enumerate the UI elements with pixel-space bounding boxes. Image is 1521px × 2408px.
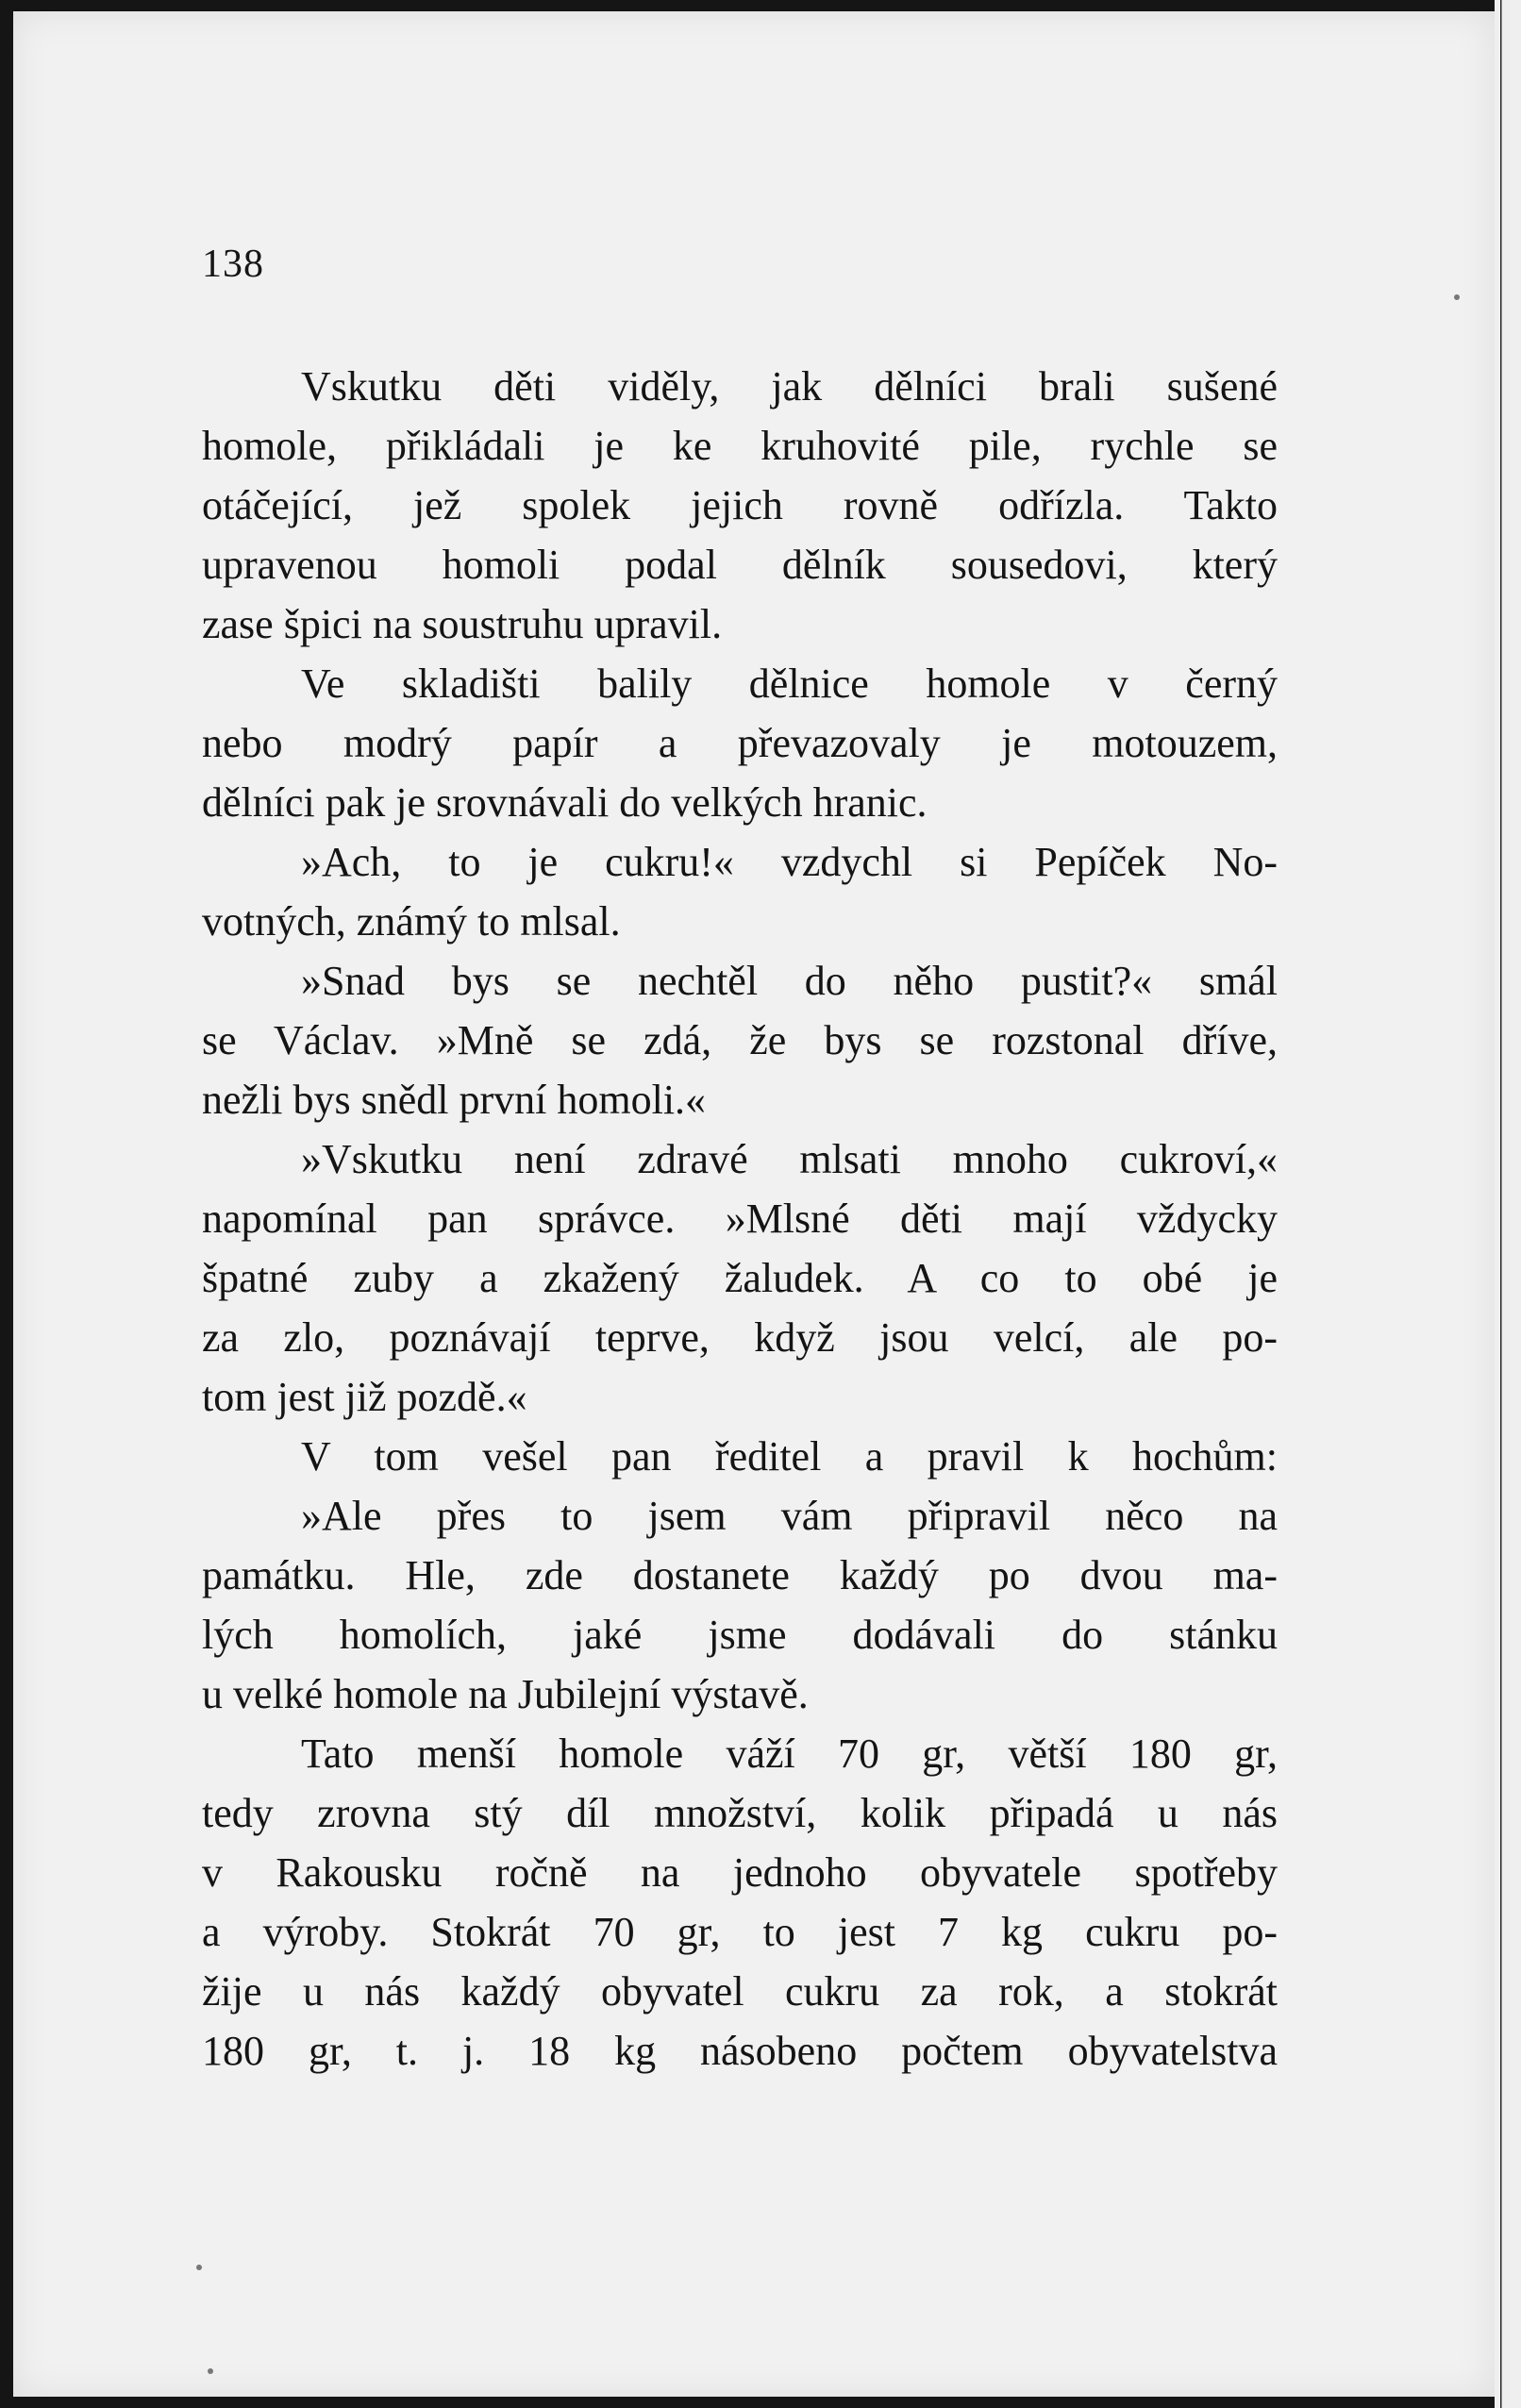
page-edge [1495,0,1521,2408]
text-line: »Snad bys se nechtěl do něho pustit?« smál [301,958,1278,1004]
text-line: žije u nás každý obyvatel cukru za rok, a stokrát [202,1968,1278,2015]
text-line: »Vskutku není zdravé mlsati mnoho cukroví,« [301,1136,1278,1182]
text-line: špatné zuby a zkažený žaludek. A co to obé je [202,1255,1278,1301]
text-line: dělníci pak je srovnávali do velkých hranic. [202,779,928,826]
paper-speck [208,2368,213,2374]
text-line: památku. Hle, zde dostanete každý po dvou ma- [202,1552,1278,1598]
text-line: upravenou homoli podal dělník sousedovi, který [202,542,1278,588]
text-line: u velké homole na Jubilejní výstavě. [202,1671,809,1717]
text-line: za zlo, poznávají teprve, když jsou velcí, ale po- [202,1314,1278,1361]
text-line: Vskutku děti viděly, jak dělníci brali sušené [301,363,1278,410]
text-line: lých homolích, jaké jsme dodávali do stánku [202,1612,1278,1658]
text-line: otáčející, jež spolek jejich rovně odřízla. Takto [202,482,1278,528]
text-line: zase špici na soustruhu upravil. [202,601,723,647]
text-line: »Ach, to je cukru!« vzdychl si Pepíček No- [301,839,1278,885]
text-line: homole, přikládali je ke kruhovité pile, rychle se [202,423,1278,469]
text-line: votných, známý to mlsal. [202,898,621,945]
text-line: nebo modrý papír a převazovaly je motouzem, [202,720,1278,766]
text-line: V tom vešel pan ředitel a pravil k hochům: [301,1433,1278,1480]
text-line: 180 gr, t. j. 18 kg násobeno počtem obyvatelstva [202,2028,1278,2074]
book-page [13,11,1495,2397]
text-line: napomínal pan správce. »Mlsné děti mají vždycky [202,1196,1278,1242]
page-number: 138 [202,242,264,286]
text-line: »Ale přes to jsem vám připravil něco na [301,1493,1278,1539]
text-line: tedy zrovna stý díl množství, kolik připadá u nás [202,1790,1278,1836]
text-line: Ve skladišti balily dělnice homole v černý [301,661,1278,707]
text-line: v Rakousku ročně na jednoho obyvatele spotřeby [202,1849,1278,1896]
text-line: a výroby. Stokrát 70 gr, to jest 7 kg cukru po- [202,1909,1278,1955]
text-line: tom jest již pozdě.« [202,1374,527,1420]
text-line: se Václav. »Mně se zdá, že bys se rozstonal dříve, [202,1017,1278,1063]
paper-speck [196,2265,202,2270]
body-text [202,357,1278,2081]
text-line: nežli bys snědl první homoli.« [202,1077,707,1123]
text-line: Tato menší homole váží 70 gr, větší 180 gr, [301,1731,1278,1777]
paper-speck [1454,294,1460,300]
